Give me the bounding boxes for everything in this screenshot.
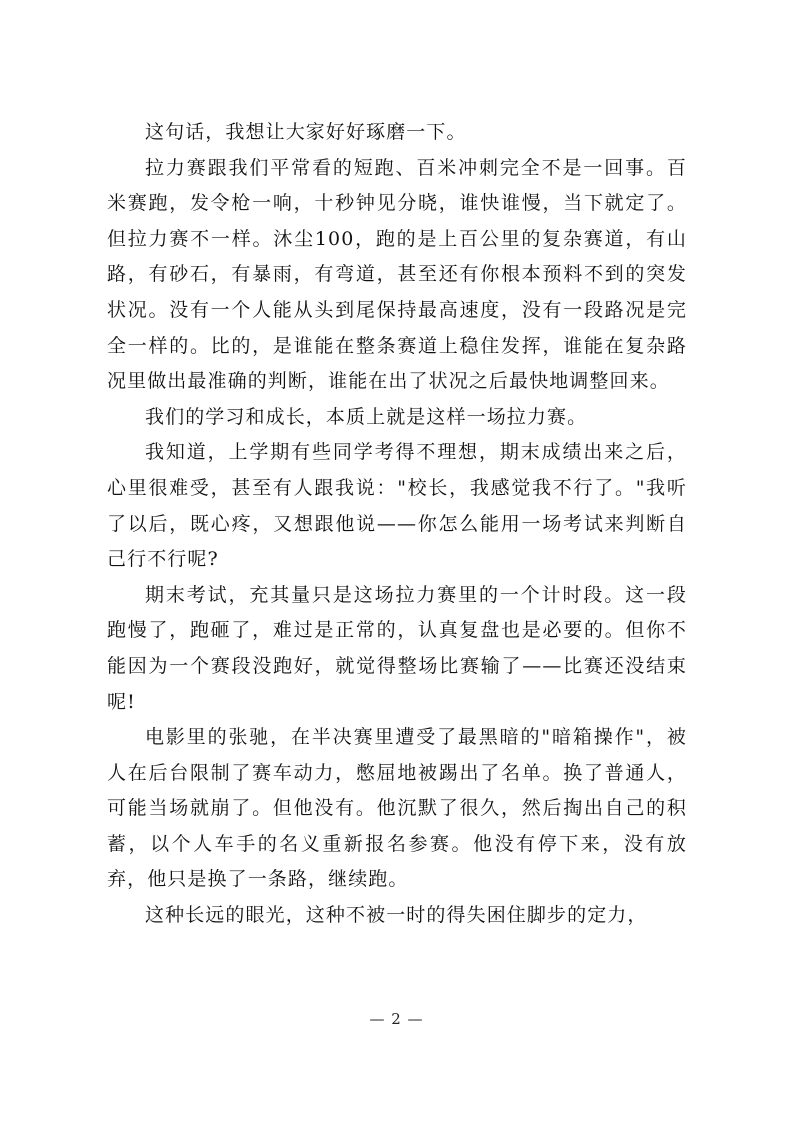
paragraph-6: 电影里的张驰，在半决赛里遭受了最黑暗的"暗箱操作"，被人在后台限制了赛车动力，憋屈地被踢出了名单。换了普通人，可能当场就崩了。但他没有。他沉默了很久，然后掏出自己的积蓄，以个人车手的名义重新报名参赛。他没有停下来，没有放弃，他只是换了一条路，继续跑。 bbox=[107, 726, 687, 891]
body-text bbox=[107, 115, 687, 934]
paragraph-5: 期末考试，充其量只是这场拉力赛里的一个计时段。这一段跑慢了，跑砸了，难过是正常的，认真复盘也是必要的。但你不能因为一个赛段没跑好，就觉得整场比赛输了——比赛还没结束呢! bbox=[107, 583, 687, 713]
page-number: — 2 — bbox=[369, 1010, 424, 1028]
paragraph-3: 我们的学习和成长，本质上就是这样一场拉力赛。 bbox=[145, 405, 588, 428]
paragraph-2: 拉力赛跟我们平常看的短跑、百米冲刺完全不是一回事。百米赛跑，发令枪一响，十秒钟见分晓，谁快谁慢，当下就定了。但拉力赛不一样。沐尘100，跑的是上百公里的复杂赛道，有山路，有砂石，有暴雨，有弯道，甚至还有你根本预料不到的突发状况。没有一个人能从头到尾保持最高速度，没有一段路况是完全一样的。比的，是谁能在整条赛道上稳住发挥，谁能在复杂路况里做出最准确的判断，谁能在出了状况之后最快地调整回来。 bbox=[107, 156, 687, 393]
paragraph-4: 我知道，上学期有些同学考得不理想，期末成绩出来之后，心里很难受，甚至有人跟我说："校长，我感觉我不行了。"我听了以后，既心疼，又想跟他说——你怎么能用一场考试来判断自己行不行呢? bbox=[107, 441, 687, 571]
paragraph-7: 这种长远的眼光，这种不被一时的得失困住脚步的定力， bbox=[145, 904, 648, 927]
paragraph-1: 这句话，我想让大家好好琢磨一下。 bbox=[145, 121, 467, 143]
